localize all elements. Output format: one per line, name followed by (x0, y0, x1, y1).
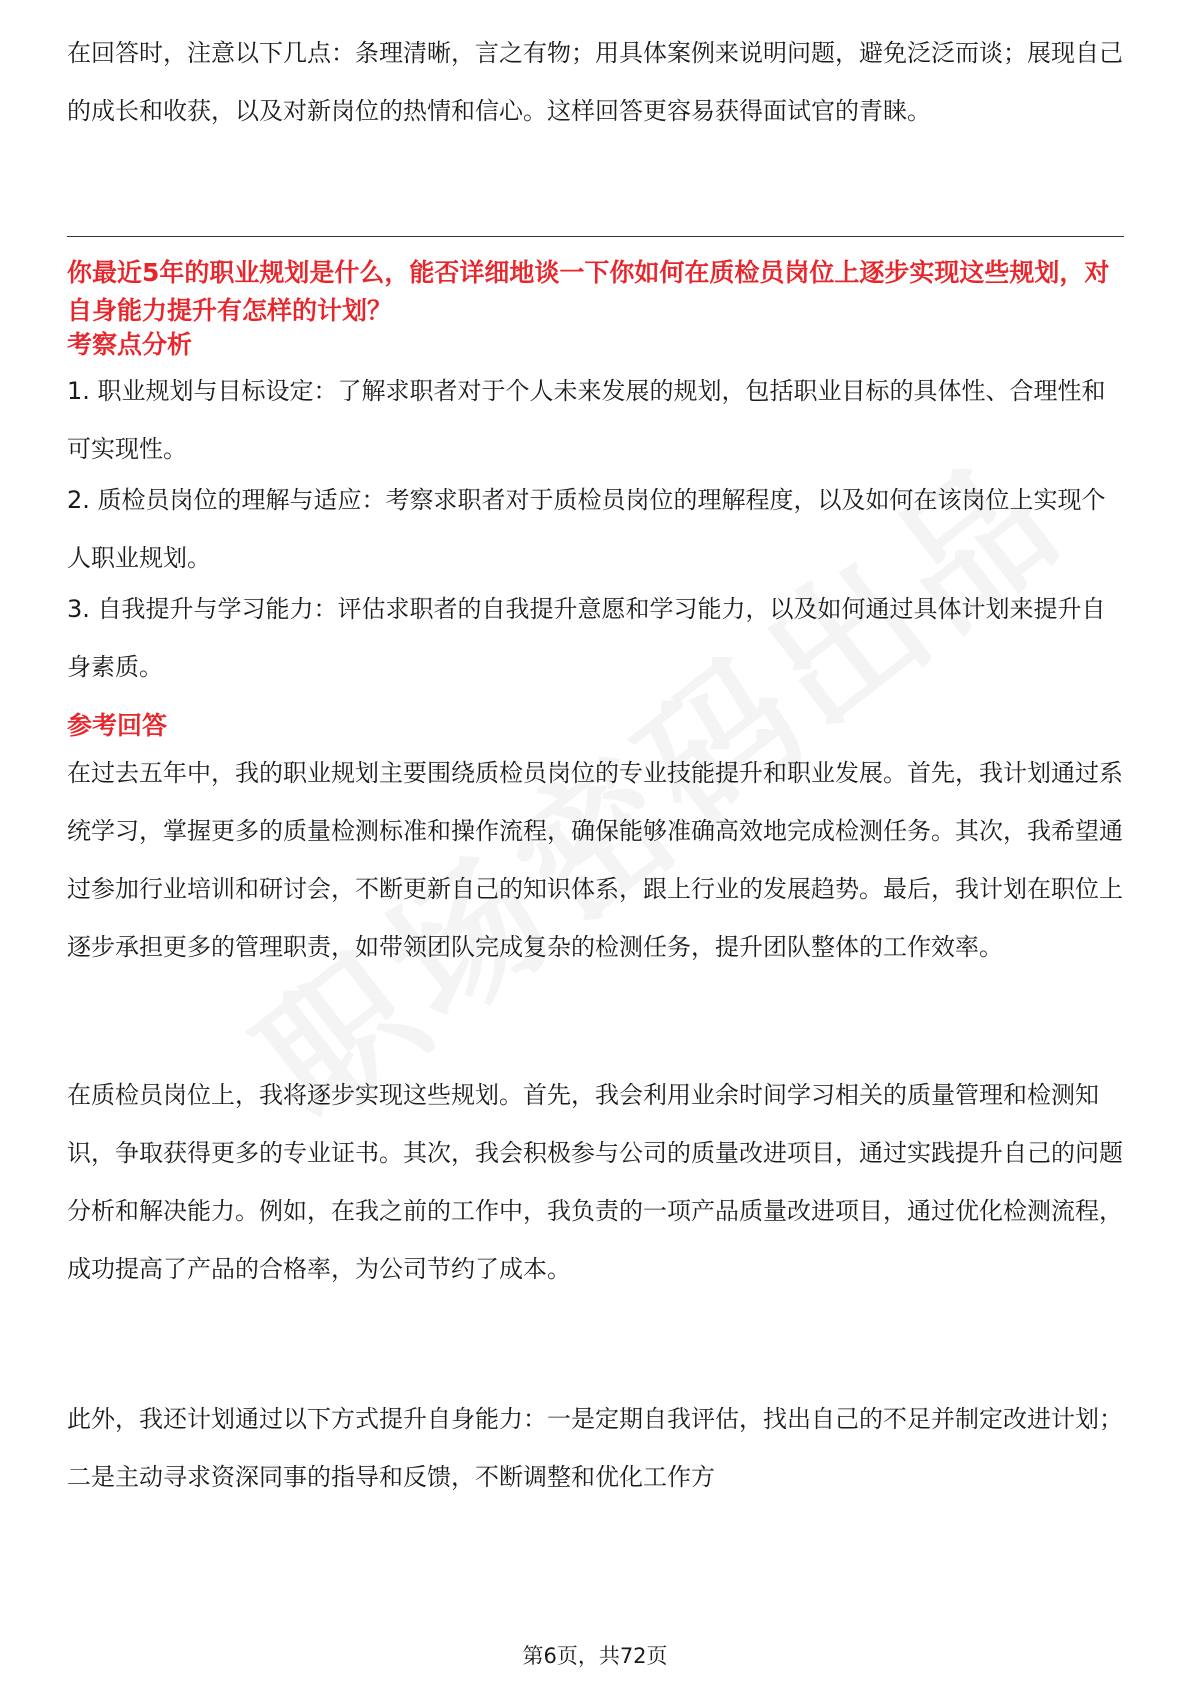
answer-heading: 参考回答 (67, 711, 168, 740)
analysis-heading: 考察点分析 (67, 330, 193, 359)
analysis-point-1: 1. 职业规划与目标设定：了解求职者对于个人未来发展的规划，包括职业目标的具体性、合理性和可实现性。 (67, 377, 1106, 463)
analysis-point-2: 2. 质检员岗位的理解与适应：考察求职者对于质检员岗位的理解程度，以及如何在该岗位上实现个人职业规划。 (67, 486, 1106, 572)
answer-paragraph-1: 在过去五年中，我的职业规划主要围绕质检员岗位的专业技能提升和职业发展。首先，我计划通过系统学习，掌握更多的质量检测标准和操作流程，确保能够准确高效地完成检测任务。其次，我希望通过参加行业培训和研讨会，不断更新自己的知识体系，跟上行业的发展趋势。最后，我计划在职位上逐步承担更多的管理职责，如带领团队完成复杂的检测任务，提升团队整体的工作效率。 (67, 759, 1123, 961)
divider-line (67, 236, 1124, 237)
page-footer: 第6页，共72页 (522, 1644, 668, 1668)
answer-paragraph-2: 在质检员岗位上，我将逐步实现这些规划。首先，我会利用业余时间学习相关的质量管理和检测知识，争取获得更多的专业证书。其次，我会积极参与公司的质量改进项目，通过实践提升自己的问题分析和解决能力。例如，在我之前的工作中，我负责的一项产品质量改进项目，通过优化检测流程，成功提高了产品的合格率，为公司节约了成本。 (67, 1081, 1123, 1283)
analysis-point-3: 3. 自我提升与学习能力：评估求职者的自我提升意愿和学习能力，以及如何通过具体计划来提升自身素质。 (67, 595, 1106, 681)
intro-paragraph: 在回答时，注意以下几点：条理清晰，言之有物；用具体案例来说明问题，避免泛泛而谈；展现自己的成长和收获，以及对新岗位的热情和信心。这样回答更容易获得面试官的青睐。 (67, 39, 1123, 125)
answer-paragraph-3: 此外，我还计划通过以下方式提升自身能力：一是定期自我评估，找出自己的不足并制定改进计划；二是主动寻求资深同事的指导和反馈，不断调整和优化工作方 (67, 1405, 1123, 1491)
question-title: 你最近5年的职业规划是什么，能否详细地谈一下你如何在质检员岗位上逐步实现这些规划，对自身能力提升有怎样的计划？ (67, 258, 1110, 325)
